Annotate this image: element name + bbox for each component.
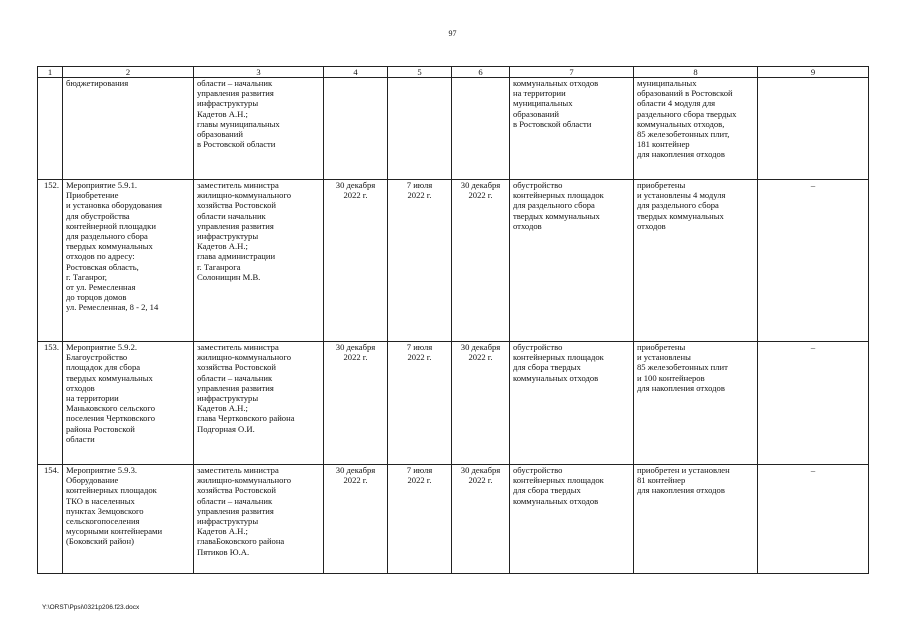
date-cell: 7 июля 2022 г.	[388, 342, 452, 465]
page-number: 97	[448, 29, 457, 38]
file-path-footer: Y:\ORST\Ppsi\0321p206.f23.docx	[42, 604, 140, 611]
date-cell	[324, 78, 388, 180]
column-header: 1	[38, 67, 63, 78]
column-header: 2	[63, 67, 194, 78]
row-number: 153.	[38, 342, 63, 465]
table-row	[38, 78, 869, 180]
column-header: 5	[388, 67, 452, 78]
date-cell: 30 декабря 2022 г.	[452, 180, 510, 342]
event-cell: Мероприятие 5.9.1. Приобретение и установка оборудования для обустройства контейнерной площадки для раздельного сбора твердых коммунальных отходов по адресу: Ростовская область, г. Таганрог, от ул. Ремесленная до торцов домов ул. Ремесленная, 8 - 2, 14	[63, 180, 194, 342]
column-header: 4	[324, 67, 388, 78]
executor-cell: заместитель министра жилищно-коммунального хозяйства Ростовской области – начальник управления развития инфраструктуры Кадетов А.Н.; глава Чертковского района Подгорная О.И.	[194, 342, 324, 465]
column-header: 3	[194, 67, 324, 78]
executor-cell: заместитель министра жилищно-коммунального хозяйства Ростовской области начальник управления развития инфраструктуры Кадетов А.Н.; глава администрации г. Таганрога Солонищин М.В.	[194, 180, 324, 342]
date-cell: 30 декабря 2022 г.	[452, 342, 510, 465]
status-cell: приобретены и установлены 4 модуля для раздельного сбора твердых коммунальных отходов	[634, 180, 758, 342]
event-cell: бюджетирования	[63, 78, 194, 180]
events-table	[37, 66, 869, 574]
column-header: 9	[758, 67, 869, 78]
row-number: 152.	[38, 180, 63, 342]
column-header: 7	[510, 67, 634, 78]
status-cell: муниципальных образований в Ростовской области 4 модуля для раздельного сбора твердых коммунальных отходов, 85 железобетонных плит, 181 контейнер для накопления отходов	[634, 78, 758, 180]
note-cell: –	[758, 342, 869, 465]
event-cell: Мероприятие 5.9.2. Благоустройство площадок для сбора твердых коммунальных отходов на территории Маньковского сельского поселения Чертковского района Ростовской области	[63, 342, 194, 465]
date-cell: 7 июля 2022 г.	[388, 465, 452, 574]
result-cell: обустройство контейнерных площадок для сбора твердых коммунальных отходов	[510, 465, 634, 574]
date-cell: 30 декабря 2022 г.	[324, 180, 388, 342]
date-cell: 30 декабря 2022 г.	[452, 465, 510, 574]
date-cell: 30 декабря 2022 г.	[324, 342, 388, 465]
column-header: 8	[634, 67, 758, 78]
table-row	[38, 465, 869, 574]
executor-cell: области – начальник управления развития инфраструктуры Кадетов А.Н.; главы муниципальных образований в Ростовской области	[194, 78, 324, 180]
date-cell	[388, 78, 452, 180]
table-row	[38, 342, 869, 465]
note-cell: –	[758, 465, 869, 574]
executor-cell: заместитель министра жилищно-коммунального хозяйства Ростовской области – начальник управления развития инфраструктуры Кадетов А.Н.; главаБоковского района Пятиков Ю.А.	[194, 465, 324, 574]
date-cell: 7 июля 2022 г.	[388, 180, 452, 342]
table-header-row	[38, 67, 869, 78]
row-number	[38, 78, 63, 180]
table-row	[38, 180, 869, 342]
column-header: 6	[452, 67, 510, 78]
result-cell: обустройство контейнерных площадок для сбора твердых коммунальных отходов	[510, 342, 634, 465]
note-cell: –	[758, 180, 869, 342]
event-cell: Мероприятие 5.9.3. Оборудование контейнерных площадок ТКО в населенных пунктах Земцовского сельскогопоселения мусорными контейнерами (Боковский район)	[63, 465, 194, 574]
note-cell	[758, 78, 869, 180]
status-cell: приобретен и установлен 81 контейнер для накопления отходов	[634, 465, 758, 574]
row-number: 154.	[38, 465, 63, 574]
status-cell: приобретены и установлены 85 железобетонных плит и 100 контейнеров для накопления отходов	[634, 342, 758, 465]
date-cell	[452, 78, 510, 180]
result-cell: коммунальных отходов на территории муниципальных образований в Ростовской области	[510, 78, 634, 180]
result-cell: обустройство контейнерных площадок для раздельного сбора твердых коммунальных отходов	[510, 180, 634, 342]
date-cell: 30 декабря 2022 г.	[324, 465, 388, 574]
